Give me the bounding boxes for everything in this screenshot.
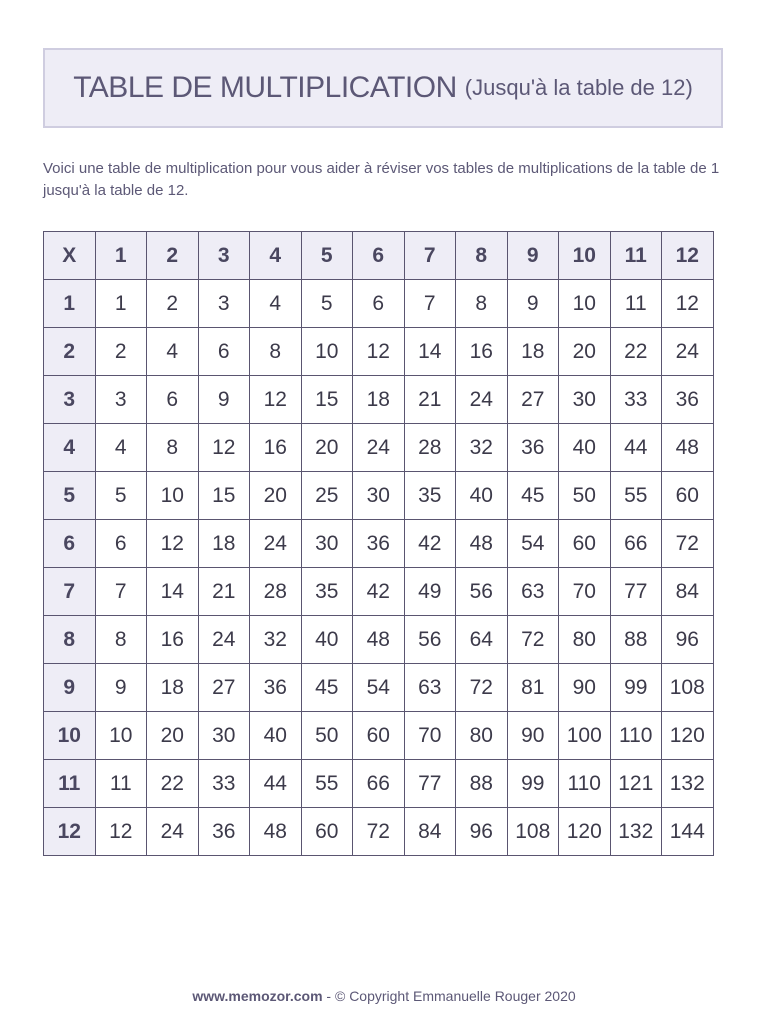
product-cell: 14 bbox=[404, 328, 456, 376]
product-cell: 32 bbox=[456, 424, 508, 472]
product-cell: 27 bbox=[507, 376, 559, 424]
product-cell: 80 bbox=[559, 616, 611, 664]
product-cell: 8 bbox=[456, 280, 508, 328]
product-cell: 44 bbox=[610, 424, 662, 472]
row-header-cell: 10 bbox=[44, 712, 96, 760]
footer-separator: - bbox=[322, 988, 335, 1004]
table-row bbox=[44, 808, 714, 856]
footer bbox=[0, 988, 768, 1004]
product-cell: 11 bbox=[95, 760, 147, 808]
product-cell: 120 bbox=[559, 808, 611, 856]
table-row bbox=[44, 664, 714, 712]
product-cell: 80 bbox=[456, 712, 508, 760]
product-cell: 8 bbox=[250, 328, 302, 376]
product-cell: 84 bbox=[404, 808, 456, 856]
product-cell: 55 bbox=[610, 472, 662, 520]
product-cell: 77 bbox=[610, 568, 662, 616]
product-cell: 10 bbox=[147, 472, 199, 520]
product-cell: 30 bbox=[353, 472, 405, 520]
footer-site-link[interactable]: www.memozor.com bbox=[192, 988, 323, 1004]
product-cell: 88 bbox=[456, 760, 508, 808]
product-cell: 108 bbox=[662, 664, 714, 712]
product-cell: 36 bbox=[662, 376, 714, 424]
footer-copyright: © Copyright Emmanuelle Rouger 2020 bbox=[334, 988, 576, 1004]
table-row bbox=[44, 328, 714, 376]
table-row bbox=[44, 472, 714, 520]
row-header-cell: 3 bbox=[44, 376, 96, 424]
product-cell: 56 bbox=[404, 616, 456, 664]
product-cell: 24 bbox=[250, 520, 302, 568]
product-cell: 36 bbox=[507, 424, 559, 472]
product-cell: 36 bbox=[250, 664, 302, 712]
product-cell: 72 bbox=[662, 520, 714, 568]
product-cell: 20 bbox=[559, 328, 611, 376]
product-cell: 72 bbox=[507, 616, 559, 664]
product-cell: 9 bbox=[198, 376, 250, 424]
row-header-cell: 1 bbox=[44, 280, 96, 328]
page-subtitle: (Jusqu'à la table de 12) bbox=[464, 75, 693, 100]
product-cell: 20 bbox=[147, 712, 199, 760]
product-cell: 12 bbox=[662, 280, 714, 328]
product-cell: 66 bbox=[610, 520, 662, 568]
product-cell: 6 bbox=[147, 376, 199, 424]
product-cell: 44 bbox=[250, 760, 302, 808]
product-cell: 11 bbox=[610, 280, 662, 328]
product-cell: 81 bbox=[507, 664, 559, 712]
product-cell: 40 bbox=[456, 472, 508, 520]
product-cell: 120 bbox=[662, 712, 714, 760]
product-cell: 28 bbox=[250, 568, 302, 616]
product-cell: 2 bbox=[95, 328, 147, 376]
product-cell: 7 bbox=[95, 568, 147, 616]
product-cell: 48 bbox=[353, 616, 405, 664]
product-cell: 4 bbox=[95, 424, 147, 472]
product-cell: 132 bbox=[662, 760, 714, 808]
product-cell: 48 bbox=[662, 424, 714, 472]
product-cell: 99 bbox=[610, 664, 662, 712]
row-header-cell: 7 bbox=[44, 568, 96, 616]
column-header-cell: 10 bbox=[559, 232, 611, 280]
row-header-cell: 12 bbox=[44, 808, 96, 856]
product-cell: 20 bbox=[250, 472, 302, 520]
product-cell: 1 bbox=[95, 280, 147, 328]
product-cell: 60 bbox=[353, 712, 405, 760]
title-banner bbox=[43, 48, 723, 128]
product-cell: 90 bbox=[507, 712, 559, 760]
column-header-cell: 1 bbox=[95, 232, 147, 280]
product-cell: 132 bbox=[610, 808, 662, 856]
product-cell: 30 bbox=[559, 376, 611, 424]
product-cell: 42 bbox=[353, 568, 405, 616]
table-corner-cell: X bbox=[44, 232, 96, 280]
product-cell: 21 bbox=[404, 376, 456, 424]
product-cell: 12 bbox=[198, 424, 250, 472]
product-cell: 40 bbox=[301, 616, 353, 664]
product-cell: 48 bbox=[250, 808, 302, 856]
product-cell: 28 bbox=[404, 424, 456, 472]
table-row bbox=[44, 376, 714, 424]
product-cell: 22 bbox=[147, 760, 199, 808]
column-header-cell: 2 bbox=[147, 232, 199, 280]
product-cell: 63 bbox=[507, 568, 559, 616]
row-header-cell: 11 bbox=[44, 760, 96, 808]
product-cell: 10 bbox=[95, 712, 147, 760]
product-cell: 18 bbox=[147, 664, 199, 712]
product-cell: 20 bbox=[301, 424, 353, 472]
product-cell: 100 bbox=[559, 712, 611, 760]
product-cell: 5 bbox=[301, 280, 353, 328]
table-row bbox=[44, 616, 714, 664]
product-cell: 48 bbox=[456, 520, 508, 568]
product-cell: 12 bbox=[353, 328, 405, 376]
column-header-cell: 6 bbox=[353, 232, 405, 280]
product-cell: 5 bbox=[95, 472, 147, 520]
product-cell: 3 bbox=[95, 376, 147, 424]
table-header-row bbox=[44, 232, 714, 280]
product-cell: 14 bbox=[147, 568, 199, 616]
product-cell: 36 bbox=[198, 808, 250, 856]
product-cell: 6 bbox=[95, 520, 147, 568]
column-header-cell: 12 bbox=[662, 232, 714, 280]
product-cell: 50 bbox=[301, 712, 353, 760]
product-cell: 96 bbox=[662, 616, 714, 664]
product-cell: 18 bbox=[198, 520, 250, 568]
product-cell: 96 bbox=[456, 808, 508, 856]
column-header-cell: 3 bbox=[198, 232, 250, 280]
product-cell: 4 bbox=[147, 328, 199, 376]
product-cell: 35 bbox=[301, 568, 353, 616]
product-cell: 70 bbox=[559, 568, 611, 616]
product-cell: 60 bbox=[301, 808, 353, 856]
product-cell: 16 bbox=[456, 328, 508, 376]
product-cell: 10 bbox=[301, 328, 353, 376]
product-cell: 49 bbox=[404, 568, 456, 616]
product-cell: 10 bbox=[559, 280, 611, 328]
table-row bbox=[44, 520, 714, 568]
table-row bbox=[44, 712, 714, 760]
product-cell: 110 bbox=[610, 712, 662, 760]
product-cell: 16 bbox=[147, 616, 199, 664]
row-header-cell: 6 bbox=[44, 520, 96, 568]
product-cell: 88 bbox=[610, 616, 662, 664]
product-cell: 50 bbox=[559, 472, 611, 520]
product-cell: 18 bbox=[507, 328, 559, 376]
product-cell: 30 bbox=[198, 712, 250, 760]
product-cell: 55 bbox=[301, 760, 353, 808]
product-cell: 108 bbox=[507, 808, 559, 856]
row-header-cell: 5 bbox=[44, 472, 96, 520]
product-cell: 18 bbox=[353, 376, 405, 424]
product-cell: 42 bbox=[404, 520, 456, 568]
product-cell: 9 bbox=[507, 280, 559, 328]
product-cell: 45 bbox=[507, 472, 559, 520]
row-header-cell: 8 bbox=[44, 616, 96, 664]
product-cell: 22 bbox=[610, 328, 662, 376]
product-cell: 9 bbox=[95, 664, 147, 712]
product-cell: 25 bbox=[301, 472, 353, 520]
product-cell: 64 bbox=[456, 616, 508, 664]
product-cell: 72 bbox=[353, 808, 405, 856]
product-cell: 24 bbox=[456, 376, 508, 424]
product-cell: 33 bbox=[198, 760, 250, 808]
product-cell: 12 bbox=[95, 808, 147, 856]
product-cell: 12 bbox=[250, 376, 302, 424]
product-cell: 32 bbox=[250, 616, 302, 664]
product-cell: 84 bbox=[662, 568, 714, 616]
product-cell: 8 bbox=[147, 424, 199, 472]
page-title: TABLE DE MULTIPLICATION bbox=[73, 71, 457, 104]
product-cell: 21 bbox=[198, 568, 250, 616]
product-cell: 27 bbox=[198, 664, 250, 712]
product-cell: 77 bbox=[404, 760, 456, 808]
column-header-cell: 11 bbox=[610, 232, 662, 280]
table-row bbox=[44, 424, 714, 472]
product-cell: 30 bbox=[301, 520, 353, 568]
product-cell: 16 bbox=[250, 424, 302, 472]
product-cell: 33 bbox=[610, 376, 662, 424]
product-cell: 24 bbox=[198, 616, 250, 664]
product-cell: 99 bbox=[507, 760, 559, 808]
table-row bbox=[44, 760, 714, 808]
product-cell: 90 bbox=[559, 664, 611, 712]
intro-text: Voici une table de multiplication pour vous aider à réviser vos tables de multiplications de la table de 1 jusqu'à la table de 12. bbox=[43, 160, 720, 199]
column-header-cell: 7 bbox=[404, 232, 456, 280]
product-cell: 60 bbox=[662, 472, 714, 520]
product-cell: 72 bbox=[456, 664, 508, 712]
multiplication-table bbox=[43, 231, 714, 856]
product-cell: 70 bbox=[404, 712, 456, 760]
product-cell: 6 bbox=[198, 328, 250, 376]
product-cell: 12 bbox=[147, 520, 199, 568]
row-header-cell: 9 bbox=[44, 664, 96, 712]
product-cell: 24 bbox=[662, 328, 714, 376]
row-header-cell: 2 bbox=[44, 328, 96, 376]
product-cell: 60 bbox=[559, 520, 611, 568]
column-header-cell: 9 bbox=[507, 232, 559, 280]
product-cell: 45 bbox=[301, 664, 353, 712]
product-cell: 6 bbox=[353, 280, 405, 328]
product-cell: 24 bbox=[353, 424, 405, 472]
product-cell: 110 bbox=[559, 760, 611, 808]
row-header-cell: 4 bbox=[44, 424, 96, 472]
product-cell: 144 bbox=[662, 808, 714, 856]
column-header-cell: 5 bbox=[301, 232, 353, 280]
column-header-cell: 4 bbox=[250, 232, 302, 280]
product-cell: 15 bbox=[301, 376, 353, 424]
product-cell: 36 bbox=[353, 520, 405, 568]
table-row bbox=[44, 568, 714, 616]
table-row bbox=[44, 280, 714, 328]
product-cell: 54 bbox=[507, 520, 559, 568]
product-cell: 56 bbox=[456, 568, 508, 616]
product-cell: 63 bbox=[404, 664, 456, 712]
product-cell: 7 bbox=[404, 280, 456, 328]
product-cell: 35 bbox=[404, 472, 456, 520]
product-cell: 2 bbox=[147, 280, 199, 328]
column-header-cell: 8 bbox=[456, 232, 508, 280]
product-cell: 40 bbox=[559, 424, 611, 472]
product-cell: 4 bbox=[250, 280, 302, 328]
product-cell: 3 bbox=[198, 280, 250, 328]
product-cell: 121 bbox=[610, 760, 662, 808]
product-cell: 15 bbox=[198, 472, 250, 520]
product-cell: 8 bbox=[95, 616, 147, 664]
product-cell: 66 bbox=[353, 760, 405, 808]
product-cell: 24 bbox=[147, 808, 199, 856]
product-cell: 54 bbox=[353, 664, 405, 712]
product-cell: 40 bbox=[250, 712, 302, 760]
